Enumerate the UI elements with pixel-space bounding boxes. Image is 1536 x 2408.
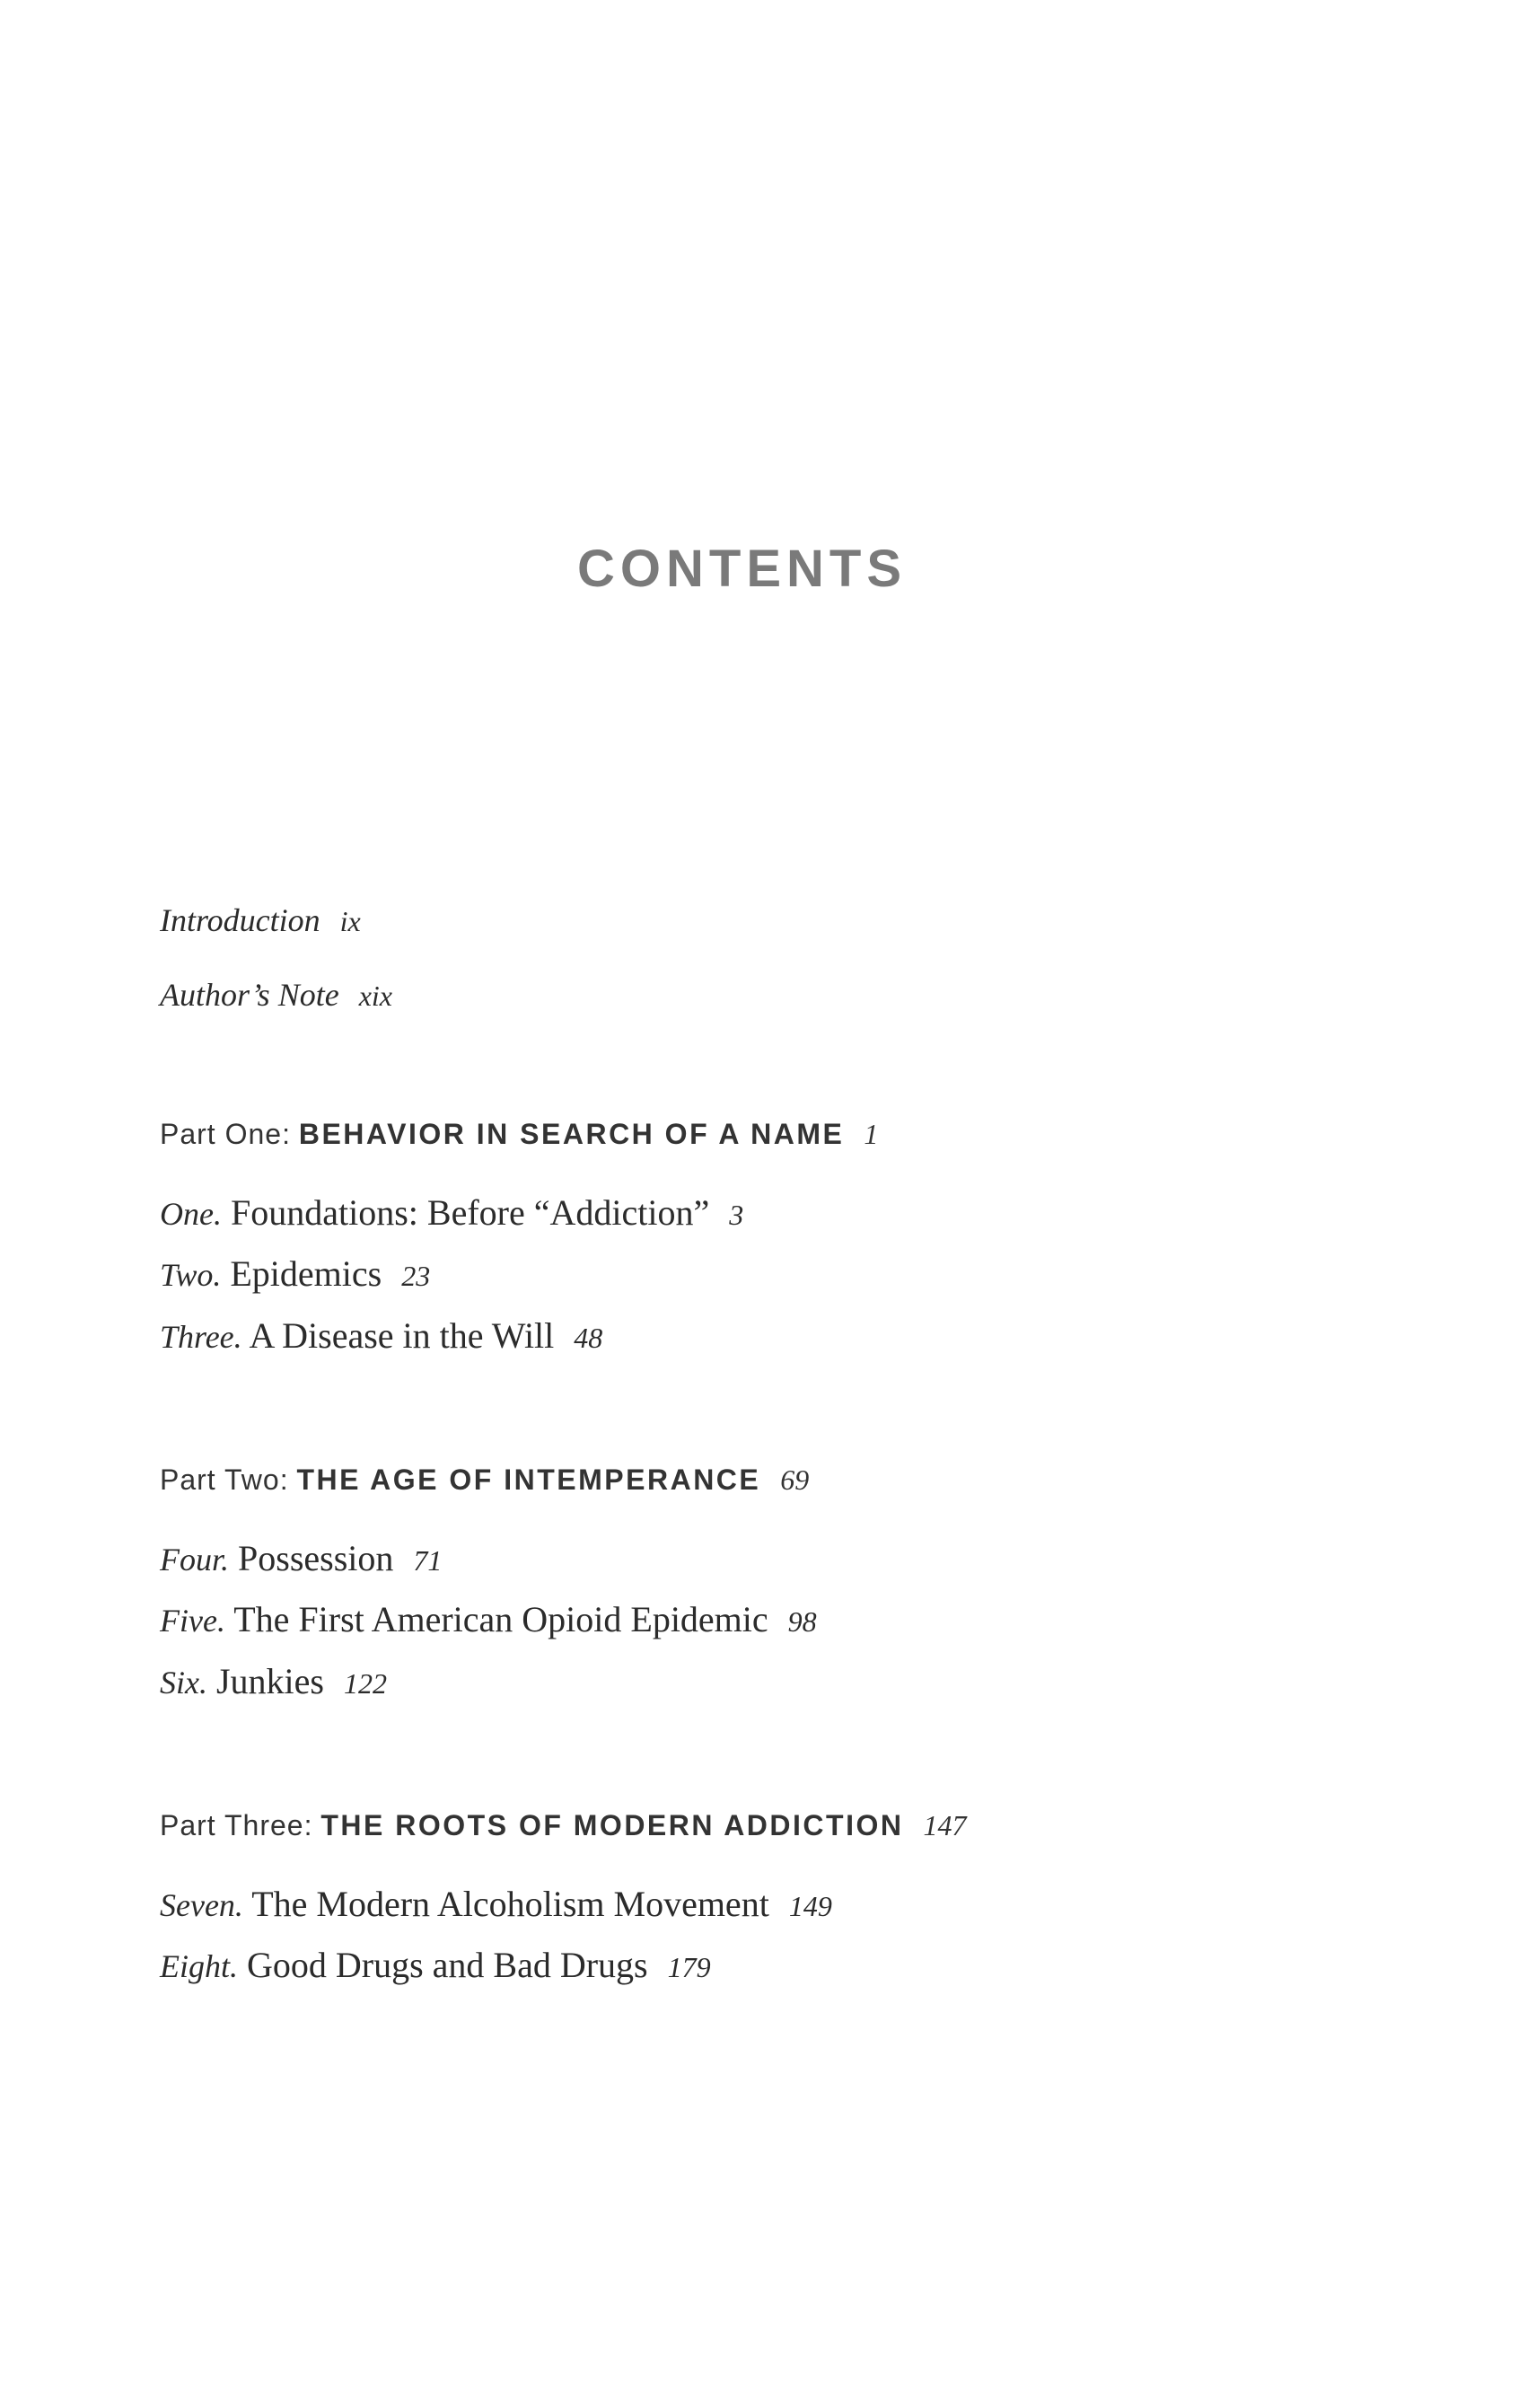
part-name: THE ROOTS OF MODERN ADDICTION (320, 1809, 904, 1841)
chapter-title: Epidemics (230, 1253, 382, 1294)
chapter-entry[interactable] (160, 1252, 430, 1295)
entry-page: ix (339, 905, 361, 937)
chapter-title: The Modern Alcoholism Movement (251, 1884, 769, 1924)
page-title: CONTENTS (577, 540, 907, 598)
chapter-number: Two. (160, 1257, 222, 1293)
part-name: BEHAVIOR IN SEARCH OF A NAME (298, 1118, 845, 1150)
entry-label: Introduction (160, 902, 320, 938)
chapter-entry[interactable] (160, 1191, 743, 1234)
part-page: 1 (864, 1118, 879, 1150)
entry-page: xix (358, 980, 392, 1012)
chapter-title: Junkies (215, 1661, 324, 1701)
part-page: 147 (923, 1809, 967, 1841)
chapter-entry[interactable] (160, 1883, 832, 1925)
chapter-entry[interactable] (160, 1944, 711, 1986)
chapter-title: A Disease in the Will (249, 1315, 555, 1356)
chapter-entry[interactable] (160, 1660, 387, 1702)
chapter-number: One. (160, 1196, 222, 1232)
chapter-title: Possession (238, 1538, 394, 1578)
chapter-page: 98 (787, 1605, 817, 1638)
chapter-title: The First American Opioid Epidemic (233, 1599, 768, 1639)
chapter-entry[interactable] (160, 1314, 602, 1357)
chapter-page: 71 (413, 1544, 443, 1577)
part-name: THE AGE OF INTEMPERANCE (296, 1463, 761, 1496)
chapter-number: Seven. (160, 1887, 243, 1923)
part-heading-three[interactable] (160, 1809, 966, 1842)
chapter-page: 3 (729, 1199, 744, 1231)
part-heading-two[interactable] (160, 1463, 809, 1497)
part-label: Part Two: (160, 1463, 289, 1496)
chapter-number: Four. (160, 1542, 230, 1578)
chapter-entry[interactable] (160, 1598, 817, 1640)
part-label: Part One: (160, 1118, 291, 1150)
entry-label: Author’s Note (160, 977, 339, 1013)
chapter-page: 149 (788, 1890, 832, 1922)
chapter-page: 179 (667, 1951, 711, 1983)
chapter-number: Three. (160, 1319, 242, 1355)
chapter-page: 122 (343, 1667, 387, 1700)
chapter-page: 23 (401, 1260, 431, 1292)
part-label: Part Three: (160, 1809, 313, 1841)
chapter-title: Foundations: Before “Addiction” (230, 1192, 710, 1233)
chapter-number: Six. (160, 1665, 207, 1701)
part-page: 69 (780, 1463, 810, 1496)
toc-entry-introduction[interactable] (160, 898, 361, 940)
chapter-number: Eight. (160, 1948, 238, 1984)
chapter-title: Good Drugs and Bad Drugs (247, 1945, 648, 1985)
part-heading-one[interactable] (160, 1118, 878, 1151)
chapter-page: 48 (574, 1322, 603, 1354)
chapter-number: Five. (160, 1603, 225, 1639)
chapter-entry[interactable] (160, 1537, 442, 1579)
toc-entry-authors-note[interactable] (160, 972, 392, 1015)
